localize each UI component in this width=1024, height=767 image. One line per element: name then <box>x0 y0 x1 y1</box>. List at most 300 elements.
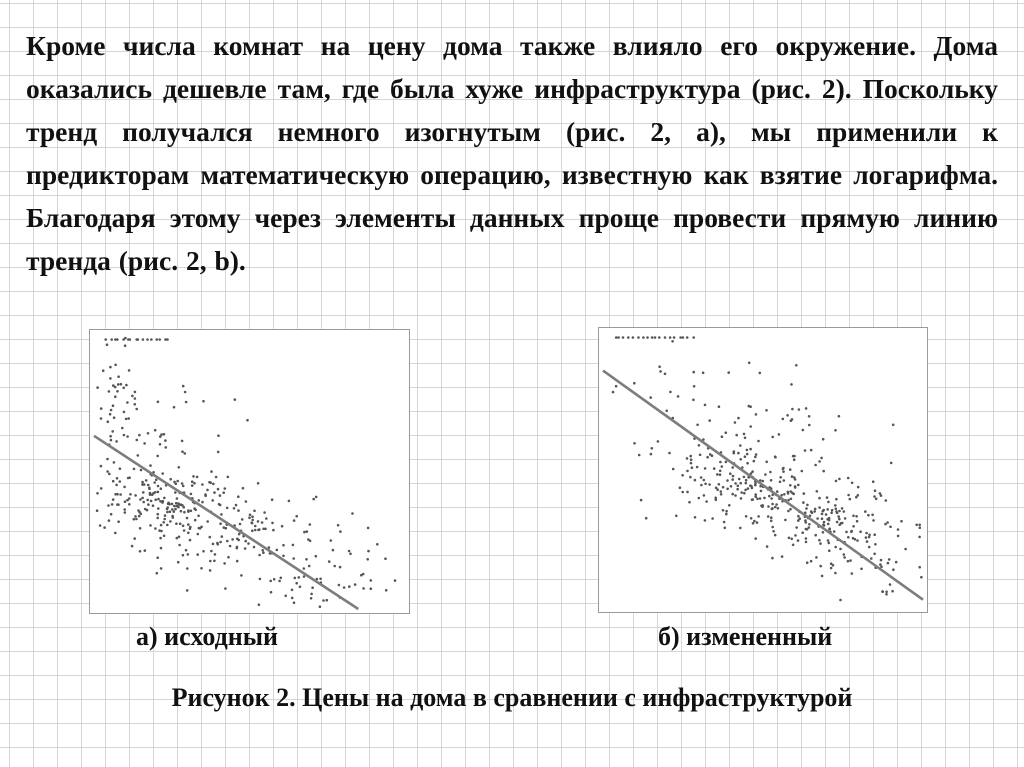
data-point <box>112 404 115 407</box>
data-point <box>822 524 825 527</box>
data-point <box>100 417 103 420</box>
data-point <box>719 473 722 476</box>
data-point <box>775 503 778 506</box>
data-point <box>769 471 772 474</box>
data-point <box>797 539 800 542</box>
data-point <box>142 338 145 341</box>
data-point <box>124 511 127 514</box>
data-point <box>246 419 249 422</box>
data-point <box>702 372 705 375</box>
data-point <box>137 338 140 341</box>
data-point <box>918 566 921 569</box>
data-point <box>295 582 298 585</box>
data-point <box>672 468 675 471</box>
data-point <box>160 524 163 527</box>
data-point <box>107 420 110 423</box>
data-point <box>762 480 765 483</box>
data-point <box>183 511 186 514</box>
data-point <box>821 513 824 516</box>
data-point <box>219 494 222 497</box>
data-point <box>744 437 747 440</box>
data-point <box>315 496 318 499</box>
data-point <box>904 548 907 551</box>
data-point <box>135 518 138 521</box>
data-point <box>744 455 747 458</box>
data-point <box>108 390 111 393</box>
data-point <box>209 560 212 563</box>
data-point <box>110 439 113 442</box>
data-point <box>836 521 839 524</box>
data-point <box>805 407 808 410</box>
data-point <box>737 417 740 420</box>
data-point <box>272 529 275 532</box>
data-point <box>826 496 829 499</box>
data-point <box>716 473 719 476</box>
data-point <box>805 541 808 544</box>
data-point <box>794 534 797 537</box>
data-point <box>139 498 142 501</box>
data-point <box>224 487 227 490</box>
data-point <box>703 494 706 497</box>
data-point <box>688 501 691 504</box>
data-point <box>632 336 635 339</box>
data-point <box>181 450 184 453</box>
data-point <box>722 509 725 512</box>
data-point <box>802 501 805 504</box>
data-point <box>814 464 817 467</box>
data-point <box>116 477 119 480</box>
data-point <box>159 435 162 438</box>
data-point <box>835 508 838 511</box>
data-point <box>225 527 228 530</box>
data-point <box>823 521 826 524</box>
data-point <box>159 443 162 446</box>
data-point <box>254 529 257 532</box>
data-point <box>271 522 274 525</box>
data-point <box>262 551 265 554</box>
data-point <box>699 454 702 457</box>
data-point <box>148 487 151 490</box>
data-point <box>677 395 680 398</box>
data-point <box>834 572 837 575</box>
data-point <box>855 515 858 518</box>
data-point <box>777 507 780 510</box>
data-point <box>718 483 721 486</box>
data-point <box>696 424 699 427</box>
data-point <box>137 454 140 457</box>
data-point <box>650 453 653 456</box>
data-point <box>178 503 181 506</box>
data-point <box>175 502 178 505</box>
data-point <box>113 416 116 419</box>
data-point <box>786 414 789 417</box>
data-point <box>793 458 796 461</box>
data-point <box>332 549 335 552</box>
data-point <box>181 440 184 443</box>
data-point <box>257 529 260 532</box>
data-point <box>771 503 774 506</box>
data-point <box>746 449 749 452</box>
data-point <box>149 464 152 467</box>
data-point <box>124 500 127 503</box>
data-point <box>122 387 125 390</box>
data-point <box>117 520 120 523</box>
data-point <box>169 510 172 513</box>
data-point <box>692 336 695 339</box>
data-point <box>234 398 237 401</box>
data-point <box>828 517 831 520</box>
data-point <box>681 491 684 494</box>
data-point <box>186 589 189 592</box>
data-point <box>315 555 318 558</box>
data-point <box>99 524 102 527</box>
data-point <box>826 508 829 511</box>
data-point <box>192 475 195 478</box>
data-point <box>731 478 734 481</box>
data-point <box>847 536 850 539</box>
data-point <box>754 484 757 487</box>
data-point <box>166 506 169 509</box>
data-point <box>890 462 893 465</box>
data-point <box>711 517 714 520</box>
data-point <box>806 504 809 507</box>
data-point <box>852 525 855 528</box>
data-point <box>822 438 825 441</box>
data-point <box>795 364 798 367</box>
data-point <box>851 572 854 575</box>
data-point <box>238 533 241 536</box>
data-point <box>235 504 238 507</box>
data-point <box>801 531 804 534</box>
data-point <box>156 455 159 458</box>
data-point <box>706 456 709 459</box>
data-point <box>784 519 787 522</box>
data-point <box>133 537 136 540</box>
data-point <box>700 484 703 487</box>
data-point <box>185 549 188 552</box>
data-point <box>822 531 825 534</box>
data-point <box>106 470 109 473</box>
data-point <box>348 550 351 553</box>
data-point <box>765 409 768 412</box>
data-point <box>638 454 641 457</box>
data-point <box>376 543 379 546</box>
data-point <box>835 480 838 483</box>
data-point <box>810 560 813 563</box>
data-point <box>649 396 652 399</box>
data-point <box>193 482 196 485</box>
data-point <box>200 567 203 570</box>
data-point <box>704 467 707 470</box>
data-point <box>158 338 161 341</box>
data-point <box>110 338 113 341</box>
data-point <box>182 385 185 388</box>
data-point <box>770 479 773 482</box>
data-point <box>308 565 311 568</box>
data-point <box>772 530 775 533</box>
data-point <box>114 532 117 535</box>
data-point <box>298 576 301 579</box>
data-point <box>646 336 649 339</box>
data-point <box>787 492 790 495</box>
data-point <box>790 419 793 422</box>
data-point <box>343 586 346 589</box>
data-point <box>198 527 201 530</box>
data-point <box>251 515 254 518</box>
data-point <box>783 493 786 496</box>
data-point <box>176 537 179 540</box>
data-point <box>694 516 697 519</box>
data-point <box>885 593 888 596</box>
data-point <box>305 558 308 561</box>
data-point <box>880 566 883 569</box>
data-point <box>802 429 805 432</box>
data-point <box>162 521 165 524</box>
data-point <box>161 472 164 475</box>
data-point <box>251 530 254 533</box>
data-point <box>111 503 114 506</box>
data-point <box>177 561 180 564</box>
data-point <box>900 520 903 523</box>
data-point <box>295 515 298 518</box>
data-point <box>797 519 800 522</box>
data-point <box>805 537 808 540</box>
data-point <box>791 492 794 495</box>
data-point <box>730 485 733 488</box>
data-point <box>803 492 806 495</box>
data-point <box>731 493 734 496</box>
data-point <box>258 603 261 606</box>
data-point <box>210 550 213 553</box>
data-point <box>797 484 800 487</box>
data-point <box>838 478 841 481</box>
data-point <box>213 491 216 494</box>
data-point <box>140 469 143 472</box>
data-point <box>108 473 111 476</box>
data-point <box>822 510 825 513</box>
data-point <box>787 510 790 513</box>
data-point <box>115 440 118 443</box>
data-point <box>736 488 739 491</box>
data-point <box>171 515 174 518</box>
data-point <box>830 512 833 515</box>
data-point <box>692 371 695 374</box>
data-point <box>125 418 128 421</box>
data-point <box>284 595 287 598</box>
data-point <box>322 599 325 602</box>
data-point <box>233 507 236 510</box>
data-point <box>776 490 779 493</box>
data-point <box>280 577 283 580</box>
data-point <box>819 565 822 568</box>
data-point <box>774 534 777 537</box>
data-point <box>244 547 247 550</box>
data-point <box>186 567 189 570</box>
data-point <box>227 556 230 559</box>
data-point <box>244 540 247 543</box>
data-point <box>237 495 240 498</box>
data-point <box>825 513 828 516</box>
data-point <box>708 419 711 422</box>
data-point <box>791 408 794 411</box>
data-point <box>733 450 736 453</box>
data-point <box>175 522 178 525</box>
data-point <box>141 481 144 484</box>
data-point <box>857 494 860 497</box>
data-point <box>189 527 192 530</box>
data-point <box>157 498 160 501</box>
data-point <box>804 519 807 522</box>
data-point <box>838 523 841 526</box>
data-point <box>873 495 876 498</box>
data-point <box>156 572 159 575</box>
data-point <box>119 480 122 483</box>
data-point <box>709 453 712 456</box>
data-point <box>96 509 99 512</box>
data-point <box>675 515 678 518</box>
data-point <box>704 519 707 522</box>
data-point <box>771 557 774 560</box>
data-point <box>792 455 795 458</box>
data-point <box>326 599 329 602</box>
data-point <box>839 599 842 602</box>
data-point <box>114 364 117 367</box>
data-point <box>782 468 785 471</box>
data-point <box>811 512 814 515</box>
data-point <box>179 523 182 526</box>
data-point <box>155 479 158 482</box>
data-point <box>123 434 126 437</box>
scatter-chart-original <box>89 329 410 614</box>
data-point <box>251 522 254 525</box>
data-point <box>808 523 811 526</box>
data-point <box>868 534 871 537</box>
data-point <box>735 434 738 437</box>
data-point <box>259 578 262 581</box>
data-point <box>808 424 811 427</box>
data-point <box>745 479 748 482</box>
data-point <box>686 457 689 460</box>
data-point <box>658 336 661 339</box>
data-point <box>206 520 209 523</box>
data-point <box>734 421 737 424</box>
data-point <box>211 499 214 502</box>
data-point <box>319 605 322 608</box>
data-point <box>294 577 297 580</box>
data-point <box>640 499 643 502</box>
data-point <box>723 521 726 524</box>
data-point <box>303 531 306 534</box>
data-point <box>794 478 797 481</box>
data-point <box>765 461 768 464</box>
data-point <box>864 510 867 513</box>
data-point <box>768 495 771 498</box>
data-point <box>754 495 757 498</box>
data-point <box>197 533 200 536</box>
data-point <box>186 517 189 520</box>
data-point <box>698 497 701 500</box>
data-point <box>202 550 205 553</box>
data-point <box>659 370 662 373</box>
data-point <box>754 537 757 540</box>
data-point <box>818 460 821 463</box>
data-point <box>819 542 822 545</box>
data-point <box>774 506 777 509</box>
data-point <box>720 493 723 496</box>
data-point <box>865 532 868 535</box>
data-point <box>147 484 150 487</box>
data-point <box>265 517 268 520</box>
data-point <box>312 498 315 501</box>
data-point <box>180 510 183 513</box>
data-point <box>237 539 240 542</box>
data-point <box>671 340 674 343</box>
data-point <box>140 513 143 516</box>
data-point <box>696 466 699 469</box>
data-point <box>834 504 837 507</box>
data-point <box>367 527 370 530</box>
data-point <box>142 501 145 504</box>
data-point <box>133 518 136 521</box>
data-point <box>889 583 892 586</box>
data-point <box>293 601 296 604</box>
data-point <box>892 568 895 571</box>
data-point <box>215 476 218 479</box>
data-point <box>261 521 264 524</box>
data-point <box>739 444 742 447</box>
data-point <box>163 497 166 500</box>
data-point <box>705 500 708 503</box>
data-point <box>873 533 876 536</box>
data-point <box>868 546 871 549</box>
data-point <box>754 456 757 459</box>
data-point <box>847 494 850 497</box>
data-point <box>310 593 313 596</box>
data-point <box>798 408 801 411</box>
data-point <box>292 544 295 547</box>
data-point <box>166 338 169 341</box>
data-point <box>291 597 294 600</box>
data-point <box>850 531 853 534</box>
data-point <box>182 506 185 509</box>
data-point <box>693 385 696 388</box>
data-point <box>269 580 272 583</box>
data-point <box>127 417 130 420</box>
data-point <box>830 567 833 570</box>
data-point <box>743 433 746 436</box>
data-point <box>757 515 760 518</box>
data-point <box>834 429 837 432</box>
data-point <box>223 562 226 565</box>
data-point <box>690 462 693 465</box>
data-point <box>722 486 725 489</box>
data-point <box>144 549 147 552</box>
data-point <box>120 383 123 386</box>
data-point <box>149 524 152 527</box>
data-point <box>686 491 689 494</box>
data-point <box>281 525 284 528</box>
data-point <box>791 475 794 478</box>
data-point <box>880 494 883 497</box>
data-point <box>271 498 274 501</box>
data-point <box>704 404 707 407</box>
data-point <box>847 477 850 480</box>
data-point <box>190 493 193 496</box>
data-point <box>202 400 205 403</box>
data-point <box>116 390 119 393</box>
data-point <box>174 491 177 494</box>
data-point <box>633 442 636 445</box>
